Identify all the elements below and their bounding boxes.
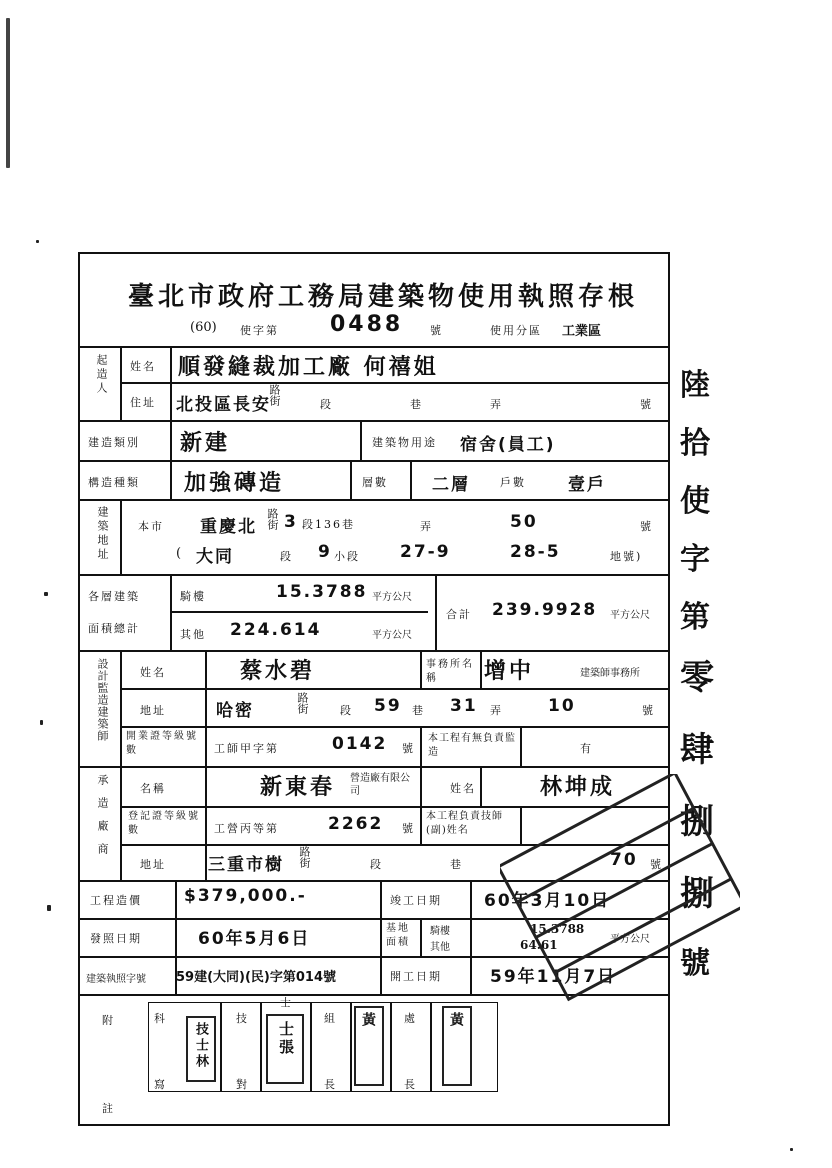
architect-address-label: 地址 <box>140 704 166 717</box>
units-value: 壹戶 <box>568 475 606 495</box>
contractor-person-value: 林坤成 <box>540 775 616 800</box>
complete-date-value: 60年3月10日 <box>484 891 611 911</box>
margin-char: 零 <box>680 658 714 698</box>
margin-char: 號 <box>680 946 710 981</box>
contractor-group-label: 承造廠商 <box>96 774 109 866</box>
architect-address-alley: 31 <box>450 696 478 716</box>
notes-label-top: 附 <box>102 1014 115 1027</box>
site-group-label: 建築地址 <box>96 506 109 562</box>
total-area-unit: 平方公尺 <box>610 610 650 621</box>
contractor-address-number: 70 <box>610 850 638 870</box>
total-area-label: 合計 <box>446 608 472 621</box>
applicant-name-value: 順發縫裁加工廠 何禧姐 <box>178 355 439 380</box>
permit-hao-label: 號 <box>430 324 443 337</box>
sign-col2-top: 技 <box>236 1012 249 1025</box>
cost-value: $379,000.- <box>184 886 307 906</box>
permit-prefix-label: 使字第 <box>240 324 279 337</box>
building-use-value: 宿舍(員工) <box>460 435 556 455</box>
units-label: 戶數 <box>500 476 526 489</box>
contractor-name-value: 新東春 <box>260 775 336 800</box>
floors-value: 二層 <box>432 475 470 495</box>
site-alley-label: 弄 <box>420 520 433 533</box>
margin-char: 捌 <box>680 802 714 842</box>
other-area-unit: 平方公尺 <box>372 630 412 641</box>
site-lane-label: 段136巷 <box>302 518 355 531</box>
arcade-unit: 平方公尺 <box>372 592 412 603</box>
base-other-label: 其他 <box>430 942 450 953</box>
start-date-value: 59年11月7日 <box>490 967 617 987</box>
area-label-line1: 各層建築 <box>88 590 140 603</box>
site-district-unit: 段 <box>280 550 293 563</box>
arcade-value: 15.3788 <box>276 582 368 602</box>
notes-label-bottom: 註 <box>102 1102 115 1115</box>
permit-form <box>78 252 670 1126</box>
structure-label: 構造種類 <box>88 476 140 489</box>
applicant-group-label: 起造人 <box>95 354 108 396</box>
sign-col4-top: 組 <box>324 1012 337 1025</box>
scan-speck <box>790 1148 793 1151</box>
permit-year: (60) <box>190 320 217 335</box>
site-subsection-unit: 小段 <box>334 550 360 563</box>
scan-speck <box>40 720 43 725</box>
margin-char: 捌 <box>680 874 714 914</box>
other-area-value: 224.614 <box>230 620 322 640</box>
site-district: 大同 <box>196 547 234 567</box>
complete-date-label: 竣工日期 <box>390 894 442 907</box>
architect-address-hao: 號 <box>642 704 655 717</box>
contractor-name-label: 名稱 <box>140 782 166 795</box>
contractor-address-label: 地址 <box>140 858 166 871</box>
applicant-name-label: 姓名 <box>130 360 156 373</box>
site-subsection: 9 <box>318 542 332 562</box>
margin-char: 第 <box>680 600 710 635</box>
scan-speck <box>36 240 39 243</box>
base-area-unit: 平方公尺 <box>610 934 650 945</box>
arcade-label: 騎樓 <box>180 590 206 603</box>
contractor-address-road-unit: 路街 <box>298 846 311 868</box>
architect-office-suffix: 建築師事務所 <box>580 668 640 679</box>
zone-label: 使用分區 <box>490 324 542 337</box>
issue-date-label: 發照日期 <box>90 932 142 945</box>
issue-date-value: 60年5月6日 <box>198 929 311 949</box>
site-lot-1: 27-9 <box>400 542 451 562</box>
architect-group-label: 設計監造建築師 <box>96 658 109 742</box>
applicant-address-value: 北投區長安 <box>176 395 271 415</box>
architect-address-value: 哈密 <box>216 701 254 721</box>
cost-label: 工程造價 <box>90 894 142 907</box>
structure-value: 加強磚造 <box>184 471 285 496</box>
architect-supervise-value: 有 <box>580 742 593 755</box>
form-title: 臺北市政府工務局建築物使用執照存根 <box>128 282 639 312</box>
site-city: 本市 <box>138 520 164 533</box>
margin-char: 肆 <box>680 730 714 770</box>
sign-col5-top: 處 <box>404 1012 417 1025</box>
scan-speck <box>44 592 48 596</box>
architect-reg-prefix: 工師甲字第 <box>214 742 279 755</box>
architect-reg-label: 開業證等級號數 <box>126 731 198 756</box>
seal-stamp-3: 黃 <box>354 1006 384 1086</box>
architect-address-lane: 59 <box>374 696 402 716</box>
sign-col5-bottom: 長 <box>404 1078 417 1091</box>
other-area-label: 其他 <box>180 628 206 641</box>
site-hao: 號 <box>640 520 653 533</box>
contractor-address-lane: 巷 <box>450 858 463 871</box>
contractor-address-hao: 號 <box>650 858 663 871</box>
sign-col1-bottom: 寫 <box>154 1078 167 1091</box>
architect-reg-hao: 號 <box>402 742 415 755</box>
site-lot-open-paren: ( <box>176 546 182 561</box>
area-label-line2: 面積總計 <box>88 622 140 635</box>
sign-col1-top: 科 <box>154 1012 167 1025</box>
scan-edge-mark <box>6 18 10 168</box>
site-section: 3 <box>284 512 298 532</box>
contractor-address-value: 三重市樹 <box>208 855 284 875</box>
diagonal-approval-stamp <box>500 774 740 1034</box>
zone-value: 工業區 <box>562 324 602 339</box>
architect-name-value: 蔡水碧 <box>240 659 316 684</box>
architect-name-label: 姓名 <box>140 666 166 679</box>
start-date-label: 開工日期 <box>390 970 442 983</box>
contractor-person-label: 姓名 <box>450 782 476 795</box>
sign-col4-bottom: 長 <box>324 1078 337 1091</box>
contractor-name-suffix: 營造廠有限公司 <box>350 773 410 797</box>
sign-col3-top: 士 <box>280 996 293 1009</box>
seal-stamp-1: 技士林 <box>186 1016 216 1082</box>
site-number: 50 <box>510 512 538 532</box>
architect-address-road-unit: 路街 <box>296 692 309 714</box>
scan-speck <box>47 905 51 911</box>
architect-supervise-label: 本工程有無負責監造 <box>428 733 516 758</box>
applicant-address-hao: 號 <box>640 398 653 411</box>
contractor-address-section: 段 <box>370 858 383 871</box>
contractor-tech-label: 本工程負責技師(副)姓名 <box>426 811 503 836</box>
applicant-address-road-unit: 路街 <box>268 384 281 406</box>
site-lot-2: 28-5 <box>510 542 561 562</box>
architect-reg-number: 0142 <box>332 734 388 754</box>
contractor-reg-prefix: 工營丙等第 <box>214 822 279 835</box>
contractor-reg-hao: 號 <box>402 822 415 835</box>
site-road: 重慶北 <box>200 517 257 537</box>
applicant-address-alley: 弄 <box>490 398 503 411</box>
base-arcade-label: 騎樓 <box>430 926 450 937</box>
total-area-value: 239.9928 <box>492 600 598 620</box>
applicant-address-lane: 巷 <box>410 398 423 411</box>
sign-col2-bottom: 對 <box>236 1078 249 1091</box>
contractor-reg-label: 登記證等級號數 <box>128 811 200 836</box>
permit-number: 0488 <box>330 312 404 337</box>
margin-char: 使 <box>680 484 710 519</box>
architect-address-section: 段 <box>340 704 353 717</box>
base-arcade-value: 15.3788 <box>530 922 585 936</box>
permit-no-value: 59建(大同)(民)字第014號 <box>176 970 336 985</box>
architect-address-alley-unit: 弄 <box>490 704 503 717</box>
seal-stamp-2: 士張 <box>266 1014 304 1084</box>
building-type-label: 建造類別 <box>88 436 140 449</box>
site-road-unit: 路街 <box>266 508 279 530</box>
building-use-label: 建築物用途 <box>372 436 437 449</box>
margin-char: 陸 <box>680 368 710 403</box>
permit-number-line <box>190 312 660 340</box>
seal-stamp-4: 黃 <box>442 1006 472 1086</box>
architect-address-number: 10 <box>548 696 576 716</box>
architect-address-lane-unit: 巷 <box>412 704 425 717</box>
architect-office-value: 增中 <box>484 659 535 684</box>
building-type-value: 新建 <box>180 431 231 456</box>
margin-char: 拾 <box>680 426 710 461</box>
contractor-reg-number: 2262 <box>328 814 384 834</box>
base-other-value: 64.61 <box>520 938 558 952</box>
permit-no-label: 建築執照字號 <box>86 974 146 985</box>
applicant-address-section: 段 <box>320 398 333 411</box>
base-area-label: 基地面積 <box>386 923 410 948</box>
applicant-address-label: 住址 <box>130 396 156 409</box>
architect-office-label: 事務所名稱 <box>426 659 474 684</box>
floors-label: 層數 <box>362 476 388 489</box>
site-lot-unit: 地號) <box>610 550 643 563</box>
margin-char: 字 <box>680 542 710 577</box>
